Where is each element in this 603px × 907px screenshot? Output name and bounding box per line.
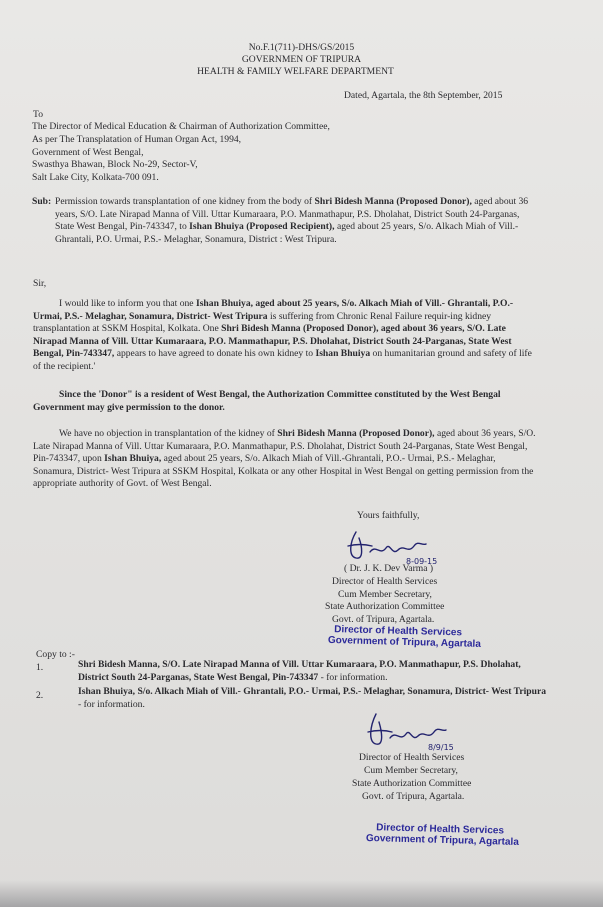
copy-item: Shri Bidesh Manna, S/O. Late Nirapad Manna of Vill. Uttar Kumaraara, P.O. Manmathapur, P.S. Dholahat, District South 24-Parganas, State West Bengal, Pin-743347 - for information. (78, 659, 521, 683)
copy-item: Ishan Bhuiya, S/o. Alkach Miah of Vill.- Ghrantali, P.O.- Urmai, P.S.- Melaghar, Sonamura, District- West Tripura - for information. (78, 686, 547, 710)
salutation: Sir, (33, 278, 47, 289)
office-stamp (327, 624, 482, 650)
addressee-line: Salt Lake City, Kolkata-700 091. (32, 172, 159, 183)
closing: Yours faithfully, (357, 510, 420, 521)
signature-date: 8-09-15 (406, 557, 438, 566)
stamp-line: Government of Tripura, Agartala (365, 832, 519, 848)
signatory-title: Director of Health Services (332, 576, 438, 587)
body-paragraph-2: Since the 'Donor" is a resident of West Bengal, the Authorization Committee constituted by the West Bengal Government may give permission to the donor. (33, 389, 501, 413)
office-stamp-2 (365, 822, 520, 848)
signature-image-2 (362, 706, 472, 754)
signatory-2-title: Govt. of Tripura, Agartala. (362, 791, 465, 802)
page-shadow (0, 880, 603, 907)
stamp-line: Director of Health Services (376, 822, 505, 837)
addressee-line: Government of West Bengal, (32, 147, 144, 158)
addressee-line: As per The Transplatation of Human Organ Act, 1994, (32, 134, 242, 145)
stamp-line: Director of Health Services (334, 624, 463, 639)
addressee-to: To (33, 109, 43, 120)
copy-to-label: Copy to :- (36, 649, 75, 660)
department-heading: HEALTH & FAMILY WELFARE DEPARTMENT (197, 66, 394, 77)
signatory-2-title: State Authorization Committee (352, 778, 472, 789)
signatory-name: ( Dr. J. K. Dev Varma ) (344, 563, 434, 574)
body-paragraph-3: We have no objection in transplantation of the kidney of Shri Bidesh Manna (Proposed Donor), aged about 36 years, S/O. Late Nirapad Manna of Vill. Uttar Kumaraara, P.O. Manmathapur, P.S. Dholahat, District South 24-Parganas, State West Bengal, Pin-743347, upon Ishan Bhuiya, aged about 25 years, S/o. Alkach Miah of Vill.-Ghrantali, P.O.- Urmai, P.S.- Melaghar, Sonamura, District- West Tripura at SSKM Hospital, Kolkata or any other Hospital in West Bengal on getting permission from the appropriate authority of Govt. of West Bengal. (33, 428, 536, 490)
subject-label: Sub: (32, 196, 52, 207)
signatory-title: Govt. of Tripura, Agartala. (332, 614, 435, 625)
stamp-line: Government of Tripura, Agartala (327, 634, 481, 650)
copy-number: 1. (36, 662, 44, 673)
body-paragraph-1: I would like to inform you that one Ishan Bhuiya, aged about 25 years, S/o. Alkach Miah of Vill.- Ghrantali, P.O.- Urmai, P.S.- Melaghar, Sonamura, District- West Tripura is suffering from Chronic Renal Failure requir-ing kidney transplantation at SSKM Hospital, Kolkata. One Shri Bidesh Manna (Proposed Donor), aged about 36 years, S/O. Late Nirapad Manna of Vill. Uttar Kumaraara, P.O. Manmathapur, P.S. Dholahat, District South 24-Parganas, State West Bengal, Pin-743347, appears to have agreed to donate his own kidney to Ishan Bhuiya on humanitarian ground and safety of life of the recipient.' (33, 298, 532, 372)
addressee-line: Swasthya Bhawan, Block No-29, Sector-V, (32, 159, 198, 170)
government-heading: GOVERNMEN OF TRIPURA (241, 54, 362, 65)
file-number: No.F.1(711)-DHS/GS/2015 (248, 42, 355, 53)
signatory-title: Cum Member Secretary, (338, 589, 432, 600)
subject-text: Permission towards transplantation of one kidney from the body of Shri Bidesh Manna (Proposed Donor), aged about 36 years, S/O. Late Nirapad Manna of Vill. Uttar Kumaraara, P.O. Manmathapur, P.S. Dholahat, District South 24-Parganas, State West Bengal, Pin-743347, to Ishan Bhuiya (Proposed Recipient), aged about 25 years, S/o. Alkach Miah of Vill.- Ghrantali, P.O. Urmai, P.S.- Melaghar, Sonamura, District : West Tripura. (55, 196, 529, 245)
signatory-2-title: Director of Health Services (359, 752, 465, 763)
copy-number: 2. (36, 690, 44, 701)
letter-date: Dated, Agartala, the 8th September, 2015 (344, 90, 503, 101)
signature-date-2: 8/9/15 (428, 743, 454, 752)
signatory-2-title: Cum Member Secretary, (364, 765, 458, 776)
signature-image (342, 522, 462, 567)
addressee-line: The Director of Medical Education & Chairman of Authorization Committee, (32, 121, 330, 132)
signatory-title: State Authorization Committee (325, 601, 445, 612)
